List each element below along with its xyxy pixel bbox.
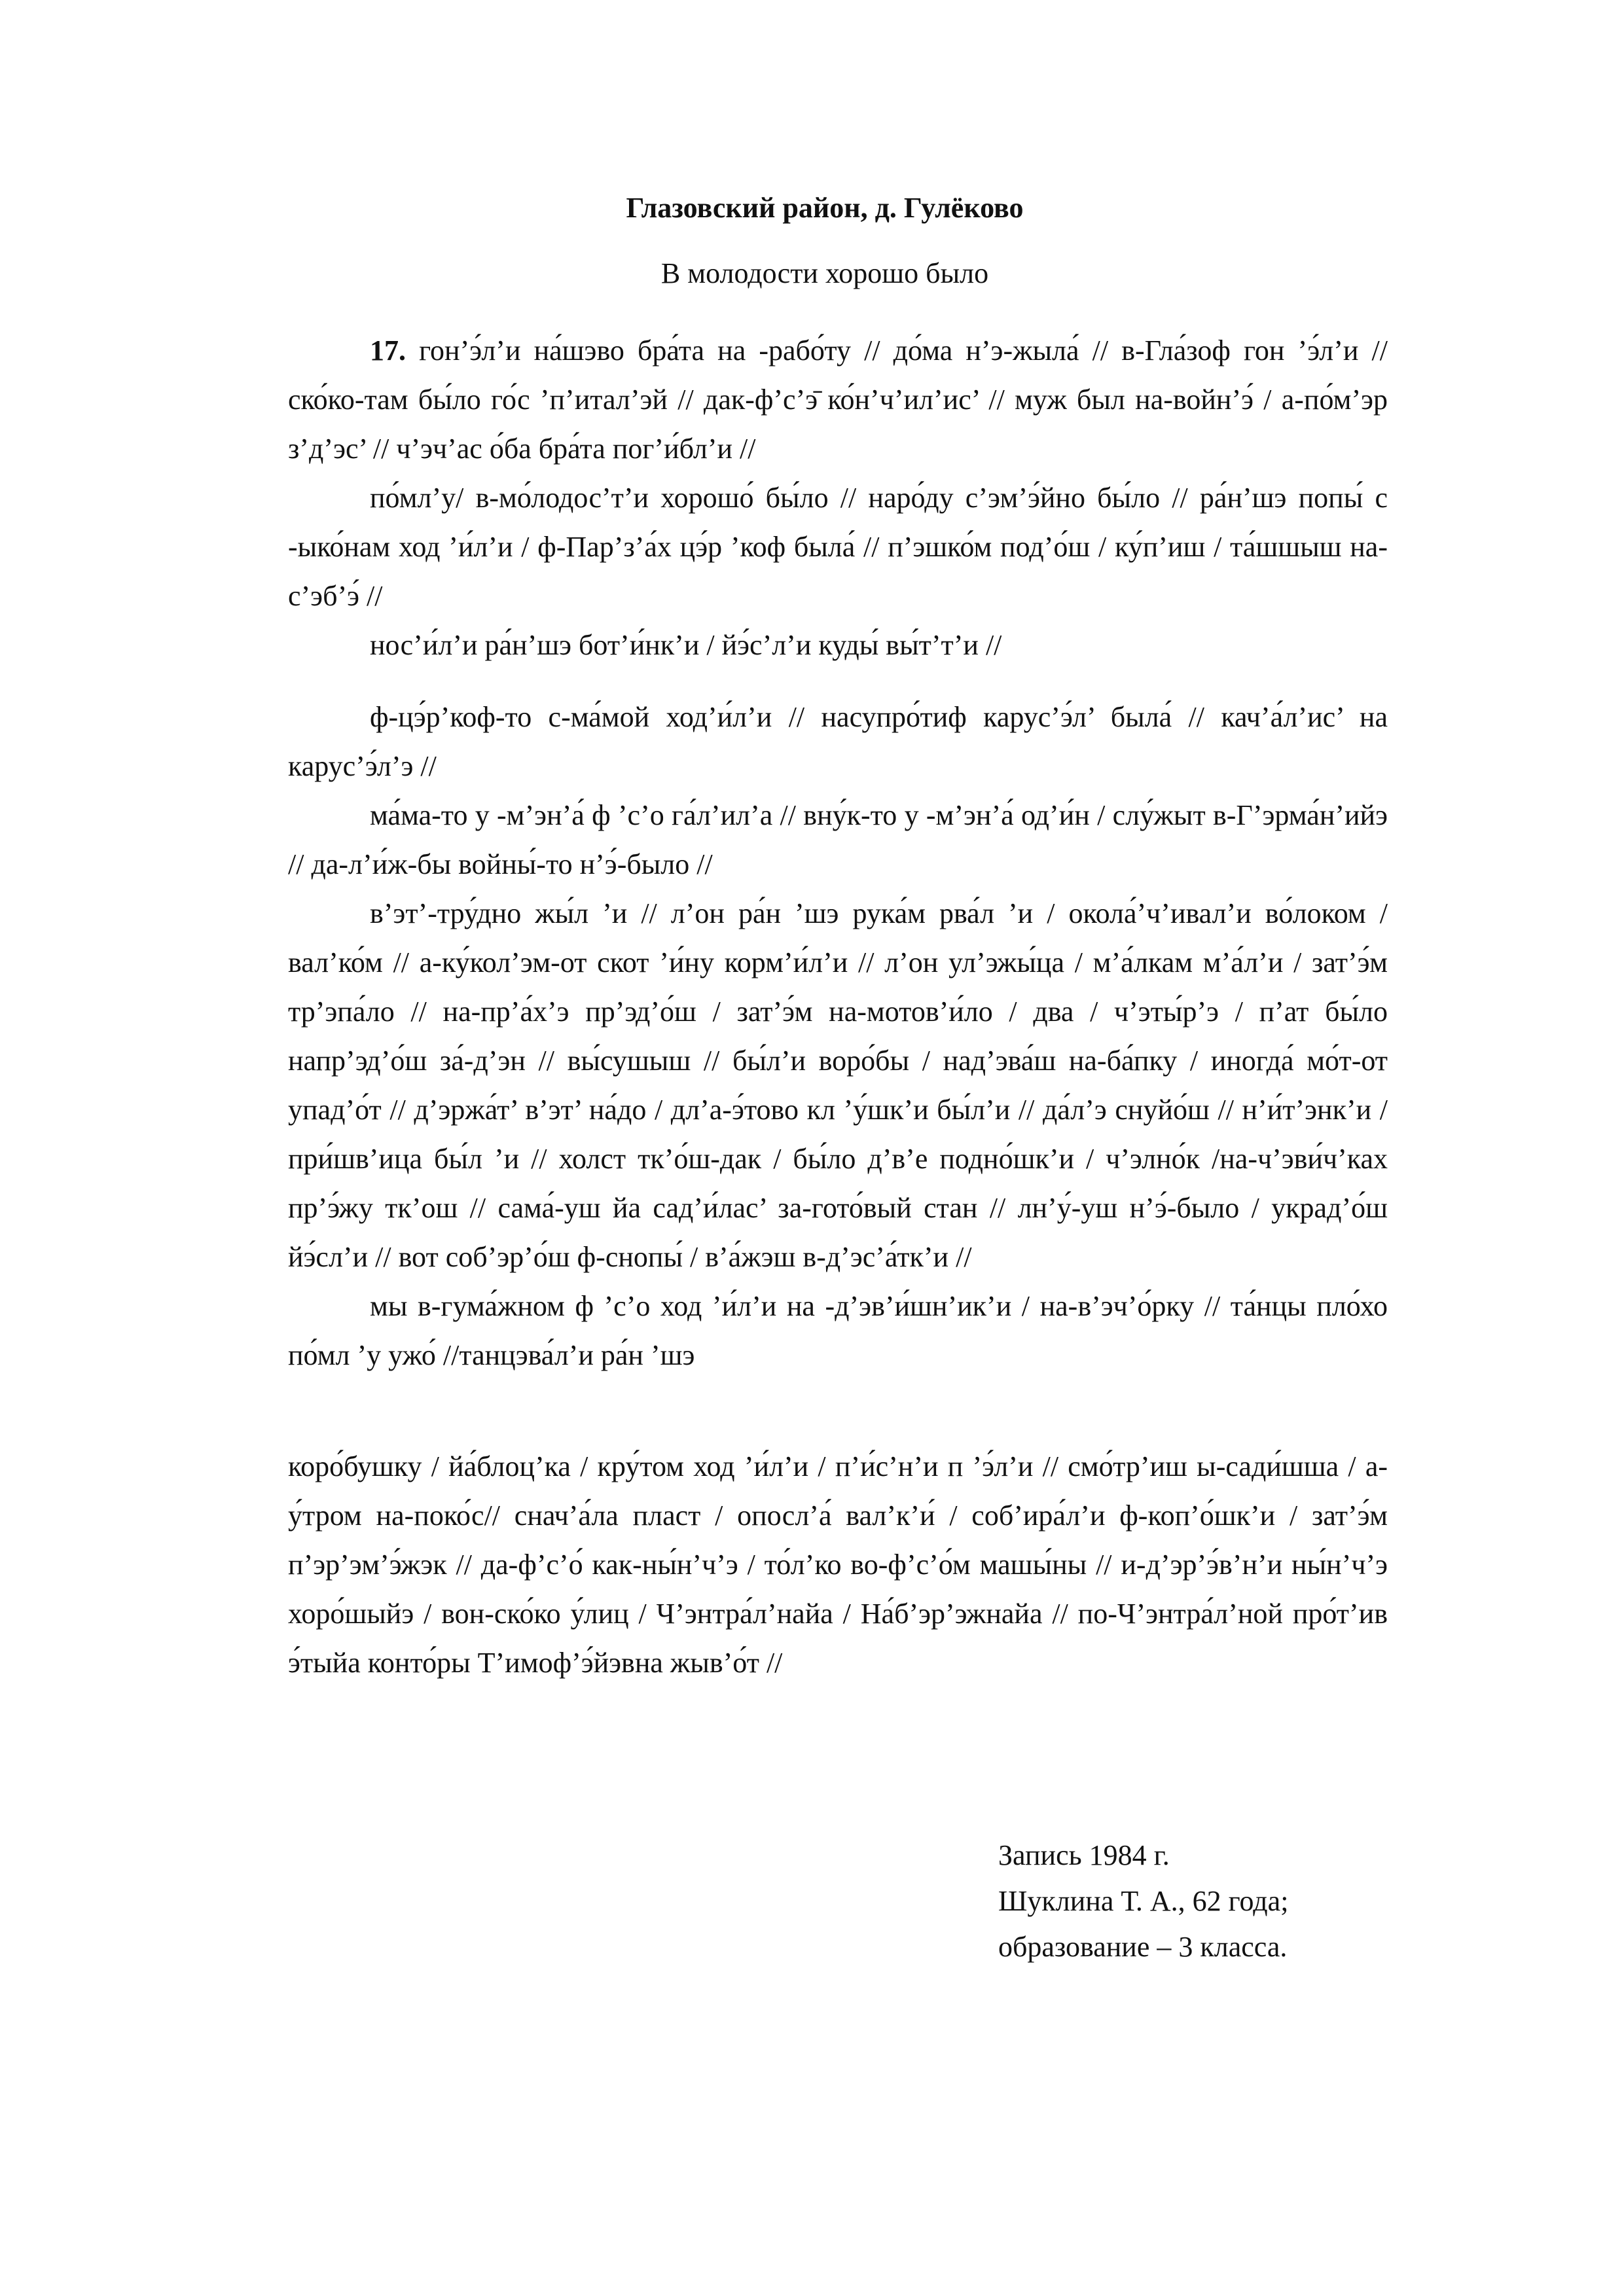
paragraph: по́мл’у/ в-мо́лодос’т’и хорошо́ бы́ло // наро́ду с’эм’э́йно бы́ло // ра́н’шэ попы́ с -ыко́нам ход ’и́л’и / ф-Пар’з’а́х цэ́р ’коф была́ // п’эшко́м под’о́ш / ку́п’иш / та́шшыш на-с’эб’э́ // xyxy=(288,482,1388,612)
informant-education: образование – 3 класса. xyxy=(998,1931,1288,1963)
paragraph xyxy=(288,326,1388,473)
paragraph: в’эт’-тру́дно жы́л ’и // л’он ра́н ’шэ рука́м рва́л ’и / окола́’ч’ивал’и во́локом / вал’ко́м // а-ку́кол’эм-от скот ’и́ну корм’и́л’и // л’он ул’эжы́ца / м’а́лкам м’а́л’и / зат’э́м тр’эпа́ло // на-пр’а́х’э пр’эд’о́ш / зат’э́м на-мотов’и́ло / два / ч’эты́р’э / п’ат бы́ло напр’эд’о́ш за́-д’эн // вы́сушыш // бы́л’и воро́бы / над’эва́ш на-ба́пку / иногда́ мо́т-от упад’о́т // д’эржа́т’ в’эт’ на́до / дл’а-э́тово кл ’у́шк’и бы́л’и // да́л’э снуйо́ш // н’и́т’энк’и / при́шв’ица бы́л ’и // холст тк’о́ш-дак / бы́ло д’в’е подно́шк’и / ч’элно́к /на-ч’эви́ч’ках пр’э́жу тк’ош // сама́-уш йа сад’и́лас’ за-гото́вый стан // лн’у́-уш н’э́-было / украд’о́ш йэ́сл’и // вот соб’эр’о́ш ф-снопы́ / в’а́жэш в-д’эс’а́тк’и // xyxy=(288,897,1388,1273)
text-number: 17. xyxy=(370,334,406,367)
paragraph: мы в-гума́жном ф ’с’о ход ’и́л’и на -д’эв’и́шн’ик’и / на-в’эч’о́рку // та́нцы пло́хо по́мл ’у ужо́ //танцэва́л’и ра́н ’шэ xyxy=(288,1290,1388,1371)
paragraph: нос’и́л’и ра́н’шэ бот’и́нк’и / йэ́с’л’и куды́ вы́т’т’и // xyxy=(370,629,1002,661)
page-heading: Глазовский район, д. Гулёково xyxy=(626,192,1024,224)
paragraph: ма́ма-то у -м’эн’а́ ф ’с’о га́л’ил’а // вну́к-то у -м’эн’а́ од’и́н / слу́жыт в-Г’эрма́н’ийэ // да-л’и́ж-бы войны́-то н’э́-было // xyxy=(288,799,1388,880)
record-info xyxy=(998,1833,1288,1970)
paragraph-text: гон’э́л’и на́шэво бра́та на -рабо́ту // до́ма н’э-жыла́ // в-Гла́зоф гон ’э́л’и // ско́ко-там бы́ло го́с ’п’итал’эй // дак-ф’с’э̄ ко́н’ч’ил’ис’ // муж был на-войн’э́ / а-по́м’эр з’д’эс’ // ч’эч’ас о́ба бра́та пог’и́бл’и // xyxy=(288,334,1388,465)
paragraph: ф-цэ́р’коф-то с-ма́мой ход’и́л’и // насупро́тиф карус’э́л’ была́ // кач’а́л’ис’ на карус’э́л’э // xyxy=(288,701,1388,782)
record-year: Запись 1984 г. xyxy=(998,1839,1170,1871)
text-title: В молодости хорошо было xyxy=(660,257,989,289)
transcript-body xyxy=(288,326,1388,1687)
paragraph-continued: коро́бушку / йа́блоц’ка / кру́том ход ’и́л’и / п’и́с’н’и п ’э́л’и // смо́тр’иш ы-сади́шша / а-у́тром на-поко́с// снач’а́ла пласт / опосл’а́ вал’к’и́ / соб’ира́л’и ф-коп’о́шк’и / зат’э́м п’эр’эм’э́жэк // да-ф’с’о́ как-ны́н’ч’э / то́л’ко во-ф’с’о́м машы́ны // и-д’эр’э́в’н’и ны́н’ч’э хоро́шыйэ / вон-ско́ко у́лиц / Ч’энтра́л’найа / На́б’эр’эжнайа // по-Ч’энтра́л’ной про́т’ив э́тыйа конто́ры Т’имоф’э́йэвна жыв’о́т // xyxy=(288,1450,1388,1679)
informant: Шуклина Т. А., 62 года; xyxy=(998,1885,1289,1917)
